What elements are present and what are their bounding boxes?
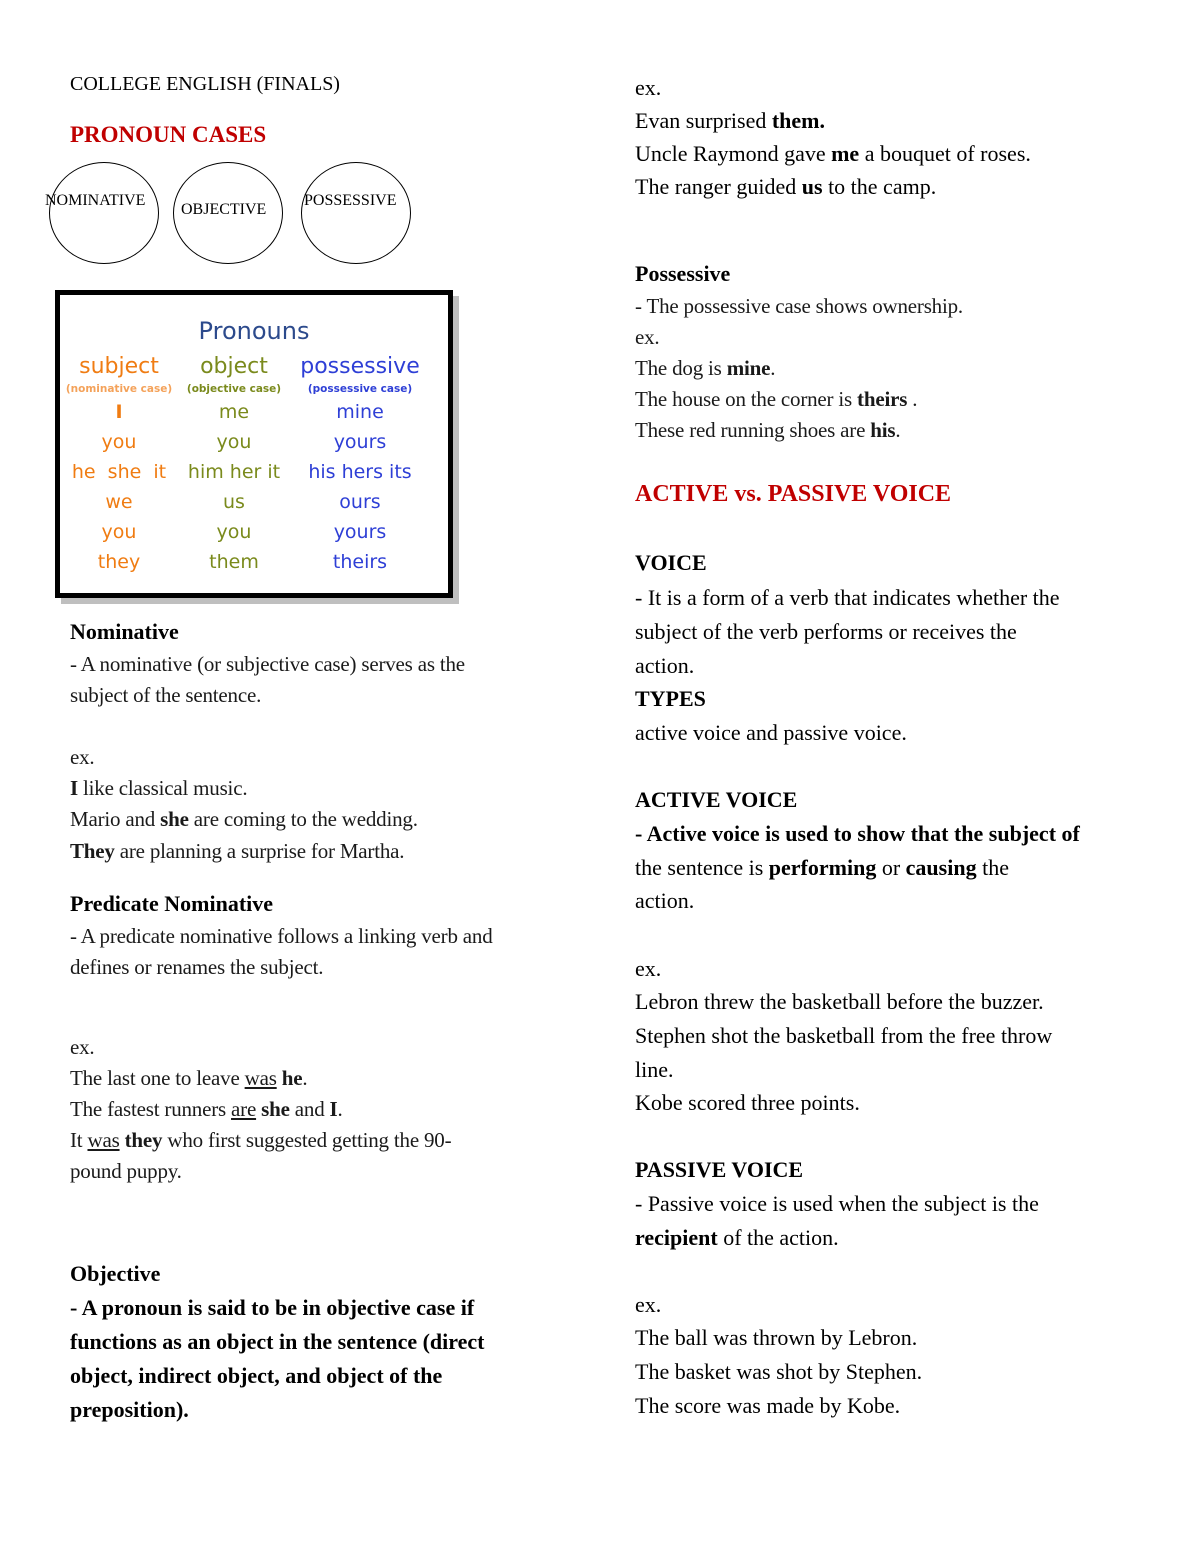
example-text: It	[70, 1128, 88, 1152]
nominative-definition: - A nominative (or subjective case) serves as the	[70, 652, 465, 676]
predicate-nominative-definition: defines or renames the subject.	[70, 955, 324, 979]
voice-definition: - It is a form of a verb that indicates whether the	[635, 585, 1060, 610]
pronoun-cases-heading: PRONOUN CASES	[70, 122, 267, 147]
active-voice-definition: - Active voice is used to show that the subject of	[635, 821, 1080, 846]
column-subheader: (objective case)	[186, 383, 282, 395]
pronoun-word: he she it	[71, 461, 167, 483]
example-text: Evan surprised	[635, 108, 772, 133]
example-label: ex.	[70, 745, 95, 769]
objective-example	[635, 174, 936, 200]
pronoun-word: me	[218, 401, 250, 423]
column-header: object	[200, 354, 268, 379]
nominative-heading: Nominative	[70, 619, 179, 644]
column-header: subject	[79, 354, 159, 379]
example-text: .	[302, 1066, 308, 1090]
predicate-nominative-example	[70, 1066, 307, 1091]
example-text: are coming to the wedding.	[188, 807, 418, 831]
nominative-example	[70, 776, 247, 801]
object-column	[169, 353, 299, 577]
highlight-pronoun: he	[281, 1066, 303, 1090]
pronoun-word: we	[105, 491, 133, 513]
definition-text: the sentence is	[635, 855, 769, 880]
pronoun-word: them	[209, 551, 259, 573]
possessive-heading: Possessive	[635, 261, 731, 286]
column-subheader: (possessive case)	[307, 383, 413, 395]
predicate-nominative-definition: - A predicate nominative follows a linking verb and	[70, 924, 493, 948]
nominative-definition: subject of the sentence.	[70, 683, 262, 707]
document-title: COLLEGE ENGLISH (FINALS)	[70, 73, 340, 95]
example-label: ex.	[70, 1035, 95, 1059]
example-text: and	[289, 1097, 330, 1121]
example-text: a bouquet of roses.	[859, 141, 1031, 166]
example-text: like classical music.	[77, 776, 248, 800]
objective-example	[635, 141, 1031, 167]
predicate-nominative-example	[70, 1128, 451, 1153]
highlight-pronoun: they	[124, 1128, 163, 1152]
example-text: to the camp.	[822, 174, 937, 199]
highlight-pronoun: us	[801, 174, 823, 199]
active-voice-example: Lebron threw the basketball before the buzzer.	[635, 989, 1044, 1014]
types-text: active voice and passive voice.	[635, 720, 907, 745]
active-voice-definition: action.	[635, 888, 695, 913]
passive-voice-definition: - Passive voice is used when the subject is the	[635, 1191, 1039, 1216]
possessive-definition: - The possessive case shows ownership.	[635, 294, 963, 318]
voice-section-heading: ACTIVE vs. PASSIVE VOICE	[635, 481, 952, 507]
example-text: Uncle Raymond gave	[635, 141, 832, 166]
example-text: The fastest runners	[70, 1097, 232, 1121]
pronouns-chart-title: Pronouns	[198, 317, 310, 345]
column-subheader: (nominative case)	[65, 383, 173, 395]
predicate-nominative-example	[70, 1097, 343, 1122]
objective-definition: preposition).	[70, 1397, 189, 1422]
nominative-example	[70, 839, 404, 864]
highlight-pronoun: she	[160, 807, 189, 831]
passive-voice-example: The basket was shot by Stephen.	[635, 1359, 923, 1384]
example-label: ex.	[635, 956, 662, 981]
emphasis: causing	[905, 855, 977, 880]
highlight-pronoun: They	[70, 839, 115, 863]
highlight-pronoun: I	[329, 1097, 338, 1121]
pronoun-word: you	[101, 431, 137, 453]
possessive-circle-label: POSSESSIVE	[304, 192, 397, 209]
possessive-example	[635, 356, 775, 381]
definition-text: the	[976, 855, 1009, 880]
linking-verb: was	[87, 1128, 120, 1152]
objective-definition: functions as an object in the sentence (direct	[70, 1329, 485, 1354]
example-text: .	[337, 1097, 343, 1121]
linking-verb: was	[244, 1066, 277, 1090]
pronoun-word: yours	[333, 431, 387, 453]
column-header: possessive	[300, 354, 420, 379]
possessive-example	[635, 418, 900, 443]
possessive-example	[635, 387, 917, 412]
objective-example	[635, 108, 825, 134]
example-text: The house on the corner is	[635, 387, 858, 411]
predicate-nominative-heading: Predicate Nominative	[70, 891, 274, 916]
pronoun-word: theirs	[332, 551, 388, 573]
pronoun-word: I	[115, 401, 123, 423]
example-text: .	[907, 387, 918, 411]
highlight-pronoun: she	[261, 1097, 290, 1121]
voice-definition: subject of the verb performs or receives the	[635, 619, 1017, 644]
voice-heading: VOICE	[635, 550, 707, 575]
emphasis: performing	[768, 855, 877, 880]
highlight-pronoun: his	[870, 418, 896, 442]
nominative-example	[70, 807, 418, 832]
passive-voice-example: The score was made by Kobe.	[635, 1393, 901, 1418]
objective-definition: - A pronoun is said to be in objective case if	[70, 1295, 475, 1320]
pronoun-word: you	[101, 521, 137, 543]
pronoun-word: they	[97, 551, 141, 573]
active-voice-example: Stephen shot the basketball from the free throw	[635, 1023, 1053, 1048]
types-heading: TYPES	[635, 686, 706, 711]
nominative-circle-label: NOMINATIVE	[45, 192, 146, 209]
highlight-pronoun: I	[70, 776, 78, 800]
objective-heading: Objective	[70, 1261, 161, 1286]
nominative-circle	[49, 162, 159, 264]
example-text: These red running shoes are	[635, 418, 871, 442]
pronoun-word: his hers its	[308, 461, 412, 483]
emphasis: recipient	[635, 1225, 718, 1250]
highlight-pronoun: me	[831, 141, 860, 166]
pronoun-word: you	[216, 521, 252, 543]
passive-voice-definition	[635, 1225, 839, 1251]
example-text: The last one to leave	[70, 1066, 245, 1090]
example-text: who first suggested getting the 90-	[162, 1128, 452, 1152]
example-text: The dog is	[635, 356, 727, 380]
active-voice-example: line.	[635, 1057, 674, 1082]
example-text: The ranger guided	[635, 174, 802, 199]
subject-column	[54, 353, 184, 577]
pronoun-word: ours	[339, 491, 381, 513]
example-text: .	[895, 418, 901, 442]
possessive-column	[295, 353, 425, 577]
definition-text: or	[876, 855, 906, 880]
highlight-pronoun: mine	[726, 356, 771, 380]
pronoun-word: yours	[333, 521, 387, 543]
possessive-circle	[301, 162, 411, 264]
definition-text: of the action.	[717, 1225, 839, 1250]
objective-definition: object, indirect object, and object of the	[70, 1363, 443, 1388]
pronoun-word: us	[223, 491, 245, 513]
example-text: are planning a surprise for Martha.	[114, 839, 405, 863]
passive-voice-example: The ball was thrown by Lebron.	[635, 1325, 918, 1350]
pronoun-word: mine	[336, 401, 384, 423]
example-label: ex.	[635, 325, 660, 349]
objective-circle-label: OBJECTIVE	[181, 201, 267, 218]
active-voice-example: Kobe scored three points.	[635, 1090, 860, 1115]
example-text: Mario and	[70, 807, 161, 831]
highlight-pronoun: theirs	[857, 387, 908, 411]
example-text: .	[770, 356, 776, 380]
pronouns-chart	[55, 290, 453, 598]
predicate-nominative-example: pound puppy.	[70, 1159, 182, 1183]
example-label: ex.	[635, 75, 662, 100]
pronoun-word: you	[216, 431, 252, 453]
passive-voice-heading: PASSIVE VOICE	[635, 1157, 804, 1182]
example-label: ex.	[635, 1292, 662, 1317]
linking-verb: are	[231, 1097, 257, 1121]
pronoun-word: him her it	[187, 461, 281, 483]
active-voice-heading: ACTIVE VOICE	[635, 787, 798, 812]
voice-definition: action.	[635, 653, 695, 678]
highlight-pronoun: them.	[771, 108, 826, 133]
active-voice-definition	[635, 855, 1009, 881]
